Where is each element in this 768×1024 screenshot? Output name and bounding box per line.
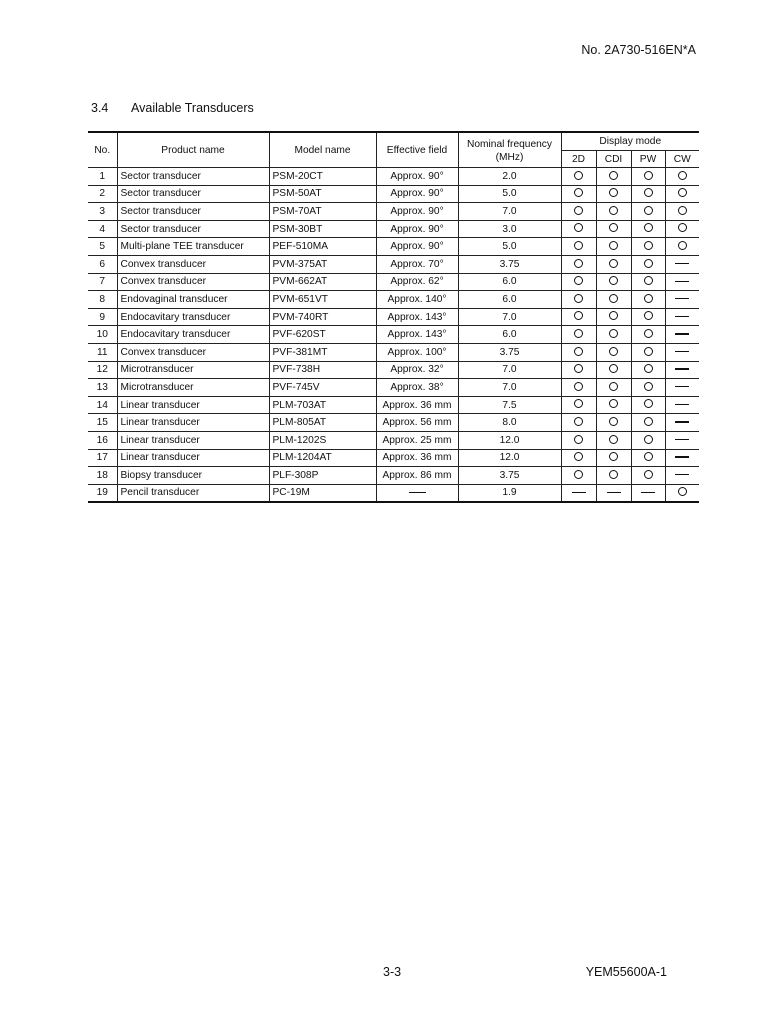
cell-model-name: PSM-30BT (269, 220, 376, 238)
supported-circle-icon (644, 171, 653, 180)
supported-circle-icon (609, 399, 618, 408)
cell-effective-field: Approx. 38° (376, 379, 458, 397)
not-supported-dash (675, 456, 689, 457)
supported-circle-icon (644, 241, 653, 250)
supported-circle-icon (678, 188, 687, 197)
supported-circle-icon (609, 364, 618, 373)
cell-mode-pw (631, 449, 665, 467)
cell-nominal-frequency: 8.0 (458, 414, 561, 432)
header-mode-pw: PW (631, 151, 665, 168)
table-row (88, 203, 699, 221)
cell-mode-pw (631, 168, 665, 186)
section-heading (91, 101, 254, 115)
cell-mode-pw (631, 326, 665, 344)
cell-mode-cw (665, 273, 699, 291)
supported-circle-icon (609, 435, 618, 444)
cell-mode-cdi (596, 414, 631, 432)
cell-nominal-frequency: 2.0 (458, 168, 561, 186)
cell-model-name: PVM-651VT (269, 291, 376, 309)
table-header (88, 132, 699, 168)
cell-mode-cdi (596, 484, 631, 502)
cell-no: 19 (88, 484, 117, 502)
header-display-mode: Display mode (561, 132, 699, 151)
cell-product-name: Sector transducer (117, 220, 269, 238)
cell-mode-pw (631, 414, 665, 432)
supported-circle-icon (574, 259, 583, 268)
cell-effective-field: Approx. 36 mm (376, 396, 458, 414)
header-mode-cdi: CDI (596, 151, 631, 168)
supported-circle-icon (644, 399, 653, 408)
cell-no: 1 (88, 168, 117, 186)
supported-circle-icon (644, 329, 653, 338)
table-row (88, 326, 699, 344)
table-row (88, 379, 699, 397)
cell-model-name: PEF-510MA (269, 238, 376, 256)
not-supported-dash (675, 333, 689, 334)
table-row (88, 308, 699, 326)
cell-product-name: Convex transducer (117, 255, 269, 273)
cell-mode-2d (561, 326, 596, 344)
cell-model-name: PVF-745V (269, 379, 376, 397)
supported-circle-icon (609, 223, 618, 232)
cell-no: 15 (88, 414, 117, 432)
table-row (88, 220, 699, 238)
supported-circle-icon (644, 364, 653, 373)
cell-mode-cw (665, 308, 699, 326)
cell-mode-2d (561, 273, 596, 291)
supported-circle-icon (574, 311, 583, 320)
cell-mode-cw (665, 255, 699, 273)
supported-circle-icon (609, 329, 618, 338)
not-supported-dash (675, 263, 689, 264)
cell-effective-field: Approx. 36 mm (376, 449, 458, 467)
cell-mode-cdi (596, 255, 631, 273)
cell-effective-field: Approx. 90° (376, 203, 458, 221)
cell-product-name: Biopsy transducer (117, 467, 269, 485)
cell-mode-2d (561, 203, 596, 221)
cell-nominal-frequency: 1.9 (458, 484, 561, 502)
cell-effective-field: Approx. 143° (376, 326, 458, 344)
cell-mode-2d (561, 343, 596, 361)
cell-mode-cw (665, 431, 699, 449)
not-supported-dash (675, 298, 689, 299)
header-nominal-frequency (458, 132, 561, 168)
not-supported-dash (675, 386, 689, 387)
supported-circle-icon (609, 241, 618, 250)
supported-circle-icon (644, 259, 653, 268)
cell-model-name: PVF-738H (269, 361, 376, 379)
cell-mode-2d (561, 168, 596, 186)
cell-mode-cdi (596, 203, 631, 221)
header-mode-2d: 2D (561, 151, 596, 168)
header-no: No. (88, 132, 117, 168)
cell-mode-2d (561, 467, 596, 485)
cell-nominal-frequency: 12.0 (458, 449, 561, 467)
cell-model-name: PLM-703AT (269, 396, 376, 414)
cell-model-name: PSM-70AT (269, 203, 376, 221)
cell-mode-cw (665, 467, 699, 485)
cell-model-name: PVM-740RT (269, 308, 376, 326)
not-supported-dash (675, 421, 689, 422)
supported-circle-icon (644, 435, 653, 444)
supported-circle-icon (678, 223, 687, 232)
cell-model-name: PSM-20CT (269, 168, 376, 186)
supported-circle-icon (644, 382, 653, 391)
cell-no: 5 (88, 238, 117, 256)
cell-mode-cdi (596, 467, 631, 485)
cell-effective-field (376, 484, 458, 502)
not-supported-dash (675, 316, 689, 317)
cell-effective-field: Approx. 140° (376, 291, 458, 309)
supported-circle-icon (574, 329, 583, 338)
cell-mode-2d (561, 396, 596, 414)
supported-circle-icon (574, 276, 583, 285)
cell-nominal-frequency: 5.0 (458, 185, 561, 203)
cell-product-name: Sector transducer (117, 185, 269, 203)
not-supported-dash (641, 492, 655, 493)
supported-circle-icon (609, 417, 618, 426)
cell-no: 7 (88, 273, 117, 291)
cell-mode-2d (561, 238, 596, 256)
cell-mode-cdi (596, 326, 631, 344)
cell-product-name: Convex transducer (117, 273, 269, 291)
cell-mode-pw (631, 484, 665, 502)
cell-mode-pw (631, 238, 665, 256)
supported-circle-icon (609, 188, 618, 197)
cell-model-name: PSM-50AT (269, 185, 376, 203)
transducer-table (88, 131, 699, 503)
cell-mode-2d (561, 361, 596, 379)
header-effective-field: Effective field (376, 132, 458, 168)
table-row (88, 467, 699, 485)
cell-mode-pw (631, 467, 665, 485)
not-supported-dash (607, 492, 621, 493)
cell-product-name: Linear transducer (117, 414, 269, 432)
cell-mode-cdi (596, 431, 631, 449)
table-row (88, 185, 699, 203)
supported-circle-icon (609, 452, 618, 461)
supported-circle-icon (609, 470, 618, 479)
table-row (88, 291, 699, 309)
supported-circle-icon (574, 399, 583, 408)
supported-circle-icon (574, 188, 583, 197)
cell-no: 9 (88, 308, 117, 326)
cell-no: 12 (88, 361, 117, 379)
table-row (88, 414, 699, 432)
supported-circle-icon (609, 311, 618, 320)
cell-mode-pw (631, 291, 665, 309)
supported-circle-icon (678, 487, 687, 496)
cell-model-name: PVF-381MT (269, 343, 376, 361)
cell-effective-field: Approx. 70° (376, 255, 458, 273)
supported-circle-icon (644, 206, 653, 215)
supported-circle-icon (644, 223, 653, 232)
cell-mode-2d (561, 449, 596, 467)
not-supported-dash (675, 368, 689, 369)
cell-mode-pw (631, 255, 665, 273)
cell-no: 4 (88, 220, 117, 238)
cell-mode-pw (631, 396, 665, 414)
cell-mode-2d (561, 484, 596, 502)
not-applicable-dash (409, 492, 426, 493)
cell-mode-cdi (596, 185, 631, 203)
supported-circle-icon (574, 223, 583, 232)
cell-nominal-frequency: 7.0 (458, 379, 561, 397)
cell-no: 18 (88, 467, 117, 485)
cell-no: 14 (88, 396, 117, 414)
cell-product-name: Linear transducer (117, 431, 269, 449)
cell-mode-cw (665, 396, 699, 414)
supported-circle-icon (644, 452, 653, 461)
supported-circle-icon (644, 294, 653, 303)
cell-mode-cdi (596, 238, 631, 256)
cell-no: 11 (88, 343, 117, 361)
cell-mode-pw (631, 185, 665, 203)
supported-circle-icon (609, 347, 618, 356)
cell-mode-cw (665, 203, 699, 221)
table-body (88, 168, 699, 503)
cell-product-name: Convex transducer (117, 343, 269, 361)
cell-nominal-frequency: 7.0 (458, 361, 561, 379)
cell-no: 2 (88, 185, 117, 203)
cell-product-name: Multi-plane TEE transducer (117, 238, 269, 256)
supported-circle-icon (644, 276, 653, 285)
supported-circle-icon (574, 294, 583, 303)
cell-mode-cw (665, 484, 699, 502)
cell-product-name: Microtransducer (117, 361, 269, 379)
cell-mode-cdi (596, 308, 631, 326)
cell-mode-pw (631, 343, 665, 361)
cell-mode-pw (631, 273, 665, 291)
cell-no: 16 (88, 431, 117, 449)
cell-product-name: Sector transducer (117, 203, 269, 221)
table-row (88, 255, 699, 273)
cell-model-name: PLM-1202S (269, 431, 376, 449)
supported-circle-icon (574, 241, 583, 250)
cell-mode-cw (665, 238, 699, 256)
header-product-name: Product name (117, 132, 269, 168)
cell-product-name: Endovaginal transducer (117, 291, 269, 309)
table-row (88, 484, 699, 502)
cell-mode-2d (561, 431, 596, 449)
cell-mode-cw (665, 220, 699, 238)
cell-product-name: Pencil transducer (117, 484, 269, 502)
supported-circle-icon (644, 417, 653, 426)
supported-circle-icon (574, 417, 583, 426)
supported-circle-icon (574, 470, 583, 479)
header-nominal-frequency-line1: Nominal frequency (467, 139, 552, 150)
cell-model-name: PLF-308P (269, 467, 376, 485)
cell-product-name: Linear transducer (117, 396, 269, 414)
cell-mode-cw (665, 291, 699, 309)
document-code: YEM55600A-1 (585, 965, 667, 979)
cell-mode-pw (631, 308, 665, 326)
cell-mode-2d (561, 379, 596, 397)
cell-mode-2d (561, 414, 596, 432)
supported-circle-icon (574, 435, 583, 444)
supported-circle-icon (574, 171, 583, 180)
supported-circle-icon (644, 188, 653, 197)
cell-nominal-frequency: 6.0 (458, 291, 561, 309)
supported-circle-icon (609, 294, 618, 303)
cell-nominal-frequency: 7.0 (458, 203, 561, 221)
cell-product-name: Sector transducer (117, 168, 269, 186)
cell-mode-pw (631, 431, 665, 449)
cell-nominal-frequency: 6.0 (458, 273, 561, 291)
supported-circle-icon (678, 171, 687, 180)
not-supported-dash (572, 492, 586, 493)
supported-circle-icon (574, 347, 583, 356)
not-supported-dash (675, 281, 689, 282)
cell-mode-cw (665, 414, 699, 432)
table-row (88, 168, 699, 186)
cell-mode-pw (631, 361, 665, 379)
supported-circle-icon (678, 241, 687, 250)
cell-mode-pw (631, 203, 665, 221)
supported-circle-icon (574, 206, 583, 215)
cell-effective-field: Approx. 62° (376, 273, 458, 291)
cell-model-name: PC-19M (269, 484, 376, 502)
cell-no: 6 (88, 255, 117, 273)
cell-mode-2d (561, 255, 596, 273)
cell-mode-cdi (596, 168, 631, 186)
supported-circle-icon (609, 206, 618, 215)
cell-product-name: Microtransducer (117, 379, 269, 397)
cell-nominal-frequency: 6.0 (458, 326, 561, 344)
cell-product-name: Endocavitary transducer (117, 326, 269, 344)
cell-nominal-frequency: 3.75 (458, 343, 561, 361)
cell-mode-cw (665, 343, 699, 361)
cell-effective-field: Approx. 100° (376, 343, 458, 361)
header-nominal-frequency-unit: (MHz) (495, 151, 524, 163)
cell-mode-cdi (596, 291, 631, 309)
table-row (88, 361, 699, 379)
cell-mode-cw (665, 361, 699, 379)
cell-effective-field: Approx. 143° (376, 308, 458, 326)
supported-circle-icon (644, 347, 653, 356)
cell-model-name: PLM-805AT (269, 414, 376, 432)
table-row (88, 273, 699, 291)
cell-no: 8 (88, 291, 117, 309)
supported-circle-icon (609, 259, 618, 268)
cell-mode-pw (631, 220, 665, 238)
cell-effective-field: Approx. 25 mm (376, 431, 458, 449)
supported-circle-icon (678, 206, 687, 215)
supported-circle-icon (644, 311, 653, 320)
cell-mode-cdi (596, 361, 631, 379)
cell-effective-field: Approx. 90° (376, 168, 458, 186)
cell-effective-field: Approx. 90° (376, 220, 458, 238)
cell-nominal-frequency: 3.75 (458, 255, 561, 273)
cell-model-name: PVF-620ST (269, 326, 376, 344)
cell-no: 13 (88, 379, 117, 397)
supported-circle-icon (574, 364, 583, 373)
cell-mode-cdi (596, 220, 631, 238)
cell-effective-field: Approx. 56 mm (376, 414, 458, 432)
page-number: 3-3 (383, 965, 402, 979)
cell-nominal-frequency: 3.75 (458, 467, 561, 485)
supported-circle-icon (609, 171, 618, 180)
cell-model-name: PVM-662AT (269, 273, 376, 291)
cell-mode-cdi (596, 343, 631, 361)
cell-mode-cw (665, 379, 699, 397)
cell-product-name: Endocavitary transducer (117, 308, 269, 326)
cell-mode-cdi (596, 396, 631, 414)
supported-circle-icon (574, 452, 583, 461)
section-title: Available Transducers (131, 101, 254, 115)
supported-circle-icon (644, 470, 653, 479)
cell-mode-cw (665, 168, 699, 186)
cell-nominal-frequency: 5.0 (458, 238, 561, 256)
table-row (88, 431, 699, 449)
not-supported-dash (675, 351, 689, 352)
header-mode-cw: CW (665, 151, 699, 168)
cell-mode-2d (561, 308, 596, 326)
cell-model-name: PVM-375AT (269, 255, 376, 273)
supported-circle-icon (609, 276, 618, 285)
cell-effective-field: Approx. 90° (376, 238, 458, 256)
cell-no: 17 (88, 449, 117, 467)
cell-mode-cdi (596, 379, 631, 397)
cell-effective-field: Approx. 90° (376, 185, 458, 203)
cell-nominal-frequency: 12.0 (458, 431, 561, 449)
cell-model-name: PLM-1204AT (269, 449, 376, 467)
not-supported-dash (675, 474, 689, 475)
table-row (88, 449, 699, 467)
document-number: No. 2A730-516EN*A (581, 43, 696, 57)
cell-mode-cdi (596, 273, 631, 291)
table-row (88, 238, 699, 256)
cell-mode-cw (665, 449, 699, 467)
not-supported-dash (675, 404, 689, 405)
not-supported-dash (675, 439, 689, 440)
cell-mode-2d (561, 185, 596, 203)
cell-mode-cdi (596, 449, 631, 467)
cell-effective-field: Approx. 32° (376, 361, 458, 379)
table-row (88, 343, 699, 361)
header-model-name: Model name (269, 132, 376, 168)
cell-effective-field: Approx. 86 mm (376, 467, 458, 485)
cell-mode-cw (665, 326, 699, 344)
supported-circle-icon (574, 382, 583, 391)
cell-nominal-frequency: 7.5 (458, 396, 561, 414)
cell-mode-2d (561, 291, 596, 309)
table-row (88, 396, 699, 414)
cell-nominal-frequency: 7.0 (458, 308, 561, 326)
cell-mode-2d (561, 220, 596, 238)
supported-circle-icon (609, 382, 618, 391)
cell-product-name: Linear transducer (117, 449, 269, 467)
cell-mode-pw (631, 379, 665, 397)
cell-mode-cw (665, 185, 699, 203)
section-number: 3.4 (91, 101, 109, 115)
cell-nominal-frequency: 3.0 (458, 220, 561, 238)
cell-no: 3 (88, 203, 117, 221)
cell-no: 10 (88, 326, 117, 344)
